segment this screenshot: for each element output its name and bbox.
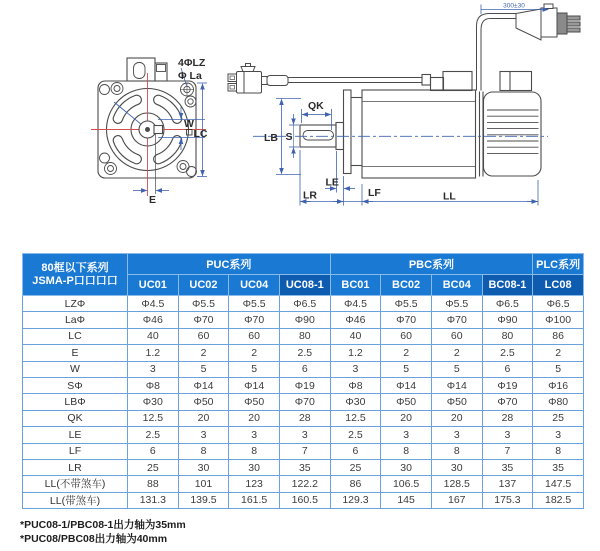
cell: Φ5.5 <box>229 296 280 312</box>
row-label: LE <box>23 427 128 443</box>
cell: 25 <box>533 410 584 426</box>
rear-housing <box>484 92 542 176</box>
group-header-row <box>23 254 584 275</box>
cell: 3 <box>533 427 584 443</box>
cell: Φ90 <box>279 312 330 328</box>
cell: Φ46 <box>128 312 179 328</box>
cell: 8 <box>431 443 482 459</box>
col-header-LC08: LC08 <box>533 275 584 296</box>
cell: 161.5 <box>229 492 280 508</box>
cell: 25 <box>128 459 179 475</box>
label-lf: LF <box>368 187 381 199</box>
cell: 3 <box>229 427 280 443</box>
motor-body <box>362 90 476 178</box>
group-header-plc: PLC系列 <box>533 254 584 275</box>
cell: Φ70 <box>381 312 432 328</box>
cell: 1.2 <box>128 345 179 361</box>
group-header-puc: PUC系列 <box>128 254 331 275</box>
label-pilot-callout: Φ La <box>178 70 202 82</box>
table-row <box>23 410 584 426</box>
cell: 28 <box>279 410 330 426</box>
cell: 35 <box>533 459 584 475</box>
table-row <box>23 312 584 328</box>
cell: 40 <box>128 328 179 344</box>
cell: 28 <box>482 410 533 426</box>
cell: 30 <box>431 459 482 475</box>
cell: 5 <box>178 361 229 377</box>
label-shaft-diameter: S <box>285 131 293 143</box>
table-row <box>23 377 584 393</box>
col-header-UC04: UC04 <box>229 275 280 296</box>
cell: 6 <box>128 443 179 459</box>
cell: 25 <box>330 459 381 475</box>
cell: 5 <box>381 361 432 377</box>
corner-header <box>23 254 128 296</box>
row-label: LZΦ <box>23 296 128 312</box>
cell: 137 <box>482 476 533 492</box>
cell: 86 <box>533 328 584 344</box>
cell: 2 <box>381 345 432 361</box>
footnote-2: *PUC08/PBC08出力轴为40mm <box>20 533 168 545</box>
cell: 20 <box>431 410 482 426</box>
cell: 8 <box>533 443 584 459</box>
cell: 2 <box>533 345 584 361</box>
cell: 145 <box>381 492 432 508</box>
cell: 8 <box>229 443 280 459</box>
label-le: LE <box>325 176 339 189</box>
cell: 60 <box>431 328 482 344</box>
cell: 182.5 <box>533 492 584 508</box>
cell: 175.3 <box>482 492 533 508</box>
cell: 3 <box>381 427 432 443</box>
cell: 122.2 <box>279 476 330 492</box>
terminal-box <box>127 58 167 81</box>
cell: 167 <box>431 492 482 508</box>
table-row <box>23 492 584 508</box>
col-header-UC01: UC01 <box>128 275 179 296</box>
front-shaft <box>139 121 163 138</box>
cell: 12.5 <box>330 410 381 426</box>
cell: Φ80 <box>533 394 584 410</box>
cell: 128.5 <box>431 476 482 492</box>
cell: 2.5 <box>128 427 179 443</box>
table-row <box>23 476 584 492</box>
cell: Φ14 <box>178 377 229 393</box>
row-label: LL(带煞车) <box>23 492 128 508</box>
cell: 30 <box>381 459 432 475</box>
row-label: LC <box>23 328 128 344</box>
table-row <box>23 296 584 312</box>
cell: Φ6.5 <box>482 296 533 312</box>
cell: Φ30 <box>128 394 179 410</box>
row-label: LF <box>23 443 128 459</box>
cell: 3 <box>128 361 179 377</box>
cell: 160.5 <box>279 492 330 508</box>
cooling-ribs <box>487 110 539 153</box>
cell: 88 <box>128 476 179 492</box>
cell: Φ50 <box>381 394 432 410</box>
square-symbol <box>187 130 193 136</box>
cell: Φ6.5 <box>533 296 584 312</box>
cell: 30 <box>229 459 280 475</box>
table-row <box>23 459 584 475</box>
cell: 2.5 <box>330 427 381 443</box>
col-header-UC08-1: UC08-1 <box>279 275 330 296</box>
cell: 129.3 <box>330 492 381 508</box>
table-row <box>23 345 584 361</box>
row-label: LL(不带煞车) <box>23 476 128 492</box>
label-flange-size: LC <box>193 128 208 140</box>
cell: 5 <box>229 361 280 377</box>
row-label: QK <box>23 410 128 426</box>
cell: 86 <box>330 476 381 492</box>
label-cable-length: 300±30 <box>503 2 525 10</box>
cell: 20 <box>178 410 229 426</box>
cell: Φ14 <box>229 377 280 393</box>
table-row <box>23 427 584 443</box>
cell: Φ100 <box>533 312 584 328</box>
cell: Φ50 <box>431 394 482 410</box>
cell: 60 <box>178 328 229 344</box>
flange-plate <box>344 90 352 174</box>
row-label: LR <box>23 459 128 475</box>
corner-header-line1: 80框以下系列 <box>41 261 109 274</box>
cell: Φ50 <box>178 394 229 410</box>
col-header-BC02: BC02 <box>381 275 432 296</box>
cell: 147.5 <box>533 476 584 492</box>
label-ll: LL <box>443 190 456 203</box>
cell: 3 <box>330 361 381 377</box>
cell: 60 <box>381 328 432 344</box>
table-row <box>23 443 584 459</box>
cell: 80 <box>482 328 533 344</box>
cell: 101 <box>178 476 229 492</box>
cell: Φ14 <box>431 377 482 393</box>
row-label: W <box>23 361 128 377</box>
label-pilot-diameter: LB <box>264 132 278 144</box>
col-header-BC08-1: BC08-1 <box>482 275 533 296</box>
cell: Φ90 <box>482 312 533 328</box>
cell: Φ50 <box>229 394 280 410</box>
cell: 2 <box>431 345 482 361</box>
cell: 80 <box>279 328 330 344</box>
cell: Φ4.5 <box>128 296 179 312</box>
cell: 106.5 <box>381 476 432 492</box>
cell: 2.5 <box>482 345 533 361</box>
cell: 7 <box>482 443 533 459</box>
cell: 60 <box>229 328 280 344</box>
row-label: E <box>23 345 128 361</box>
col-header-BC04: BC04 <box>431 275 482 296</box>
cell: 8 <box>381 443 432 459</box>
encoder-pigtail-connector <box>228 64 422 94</box>
spec-table <box>22 253 584 509</box>
row-label: LaΦ <box>23 312 128 328</box>
cell: Φ19 <box>482 377 533 393</box>
cell: 6 <box>330 443 381 459</box>
cell: Φ70 <box>178 312 229 328</box>
cell: 30 <box>178 459 229 475</box>
cell: 7 <box>279 443 330 459</box>
dimension-drawing <box>0 0 600 250</box>
table-row <box>23 361 584 377</box>
cell: 131.3 <box>128 492 179 508</box>
label-hole-callout: 4ΦLZ <box>178 57 206 69</box>
cell: Φ6.5 <box>279 296 330 312</box>
cell: Φ5.5 <box>431 296 482 312</box>
label-key-width: W <box>184 118 194 130</box>
table-row <box>23 328 584 344</box>
cell: 2 <box>229 345 280 361</box>
keyway <box>303 131 334 141</box>
cell: Φ30 <box>330 394 381 410</box>
cell: Φ5.5 <box>381 296 432 312</box>
cell: Φ5.5 <box>178 296 229 312</box>
cell: 1.2 <box>330 345 381 361</box>
cell: 20 <box>381 410 432 426</box>
cell: Φ14 <box>381 377 432 393</box>
cell: Φ8 <box>128 377 179 393</box>
cell: 3 <box>178 427 229 443</box>
cell: 3 <box>431 427 482 443</box>
cell: 5 <box>533 361 584 377</box>
cell: Φ70 <box>229 312 280 328</box>
label-key-offset: E <box>149 194 157 206</box>
cell: Φ19 <box>279 377 330 393</box>
cell: 2 <box>178 345 229 361</box>
cell: 40 <box>330 328 381 344</box>
cell: Φ8 <box>330 377 381 393</box>
label-lr: LR <box>303 189 317 202</box>
group-header-pbc: PBC系列 <box>330 254 533 275</box>
corner-header-line2: JSMA-P口口口口 <box>32 274 118 287</box>
row-label: SΦ <box>23 377 128 393</box>
encoder-connector-block <box>422 72 472 91</box>
cell: Φ70 <box>279 394 330 410</box>
col-header-UC02: UC02 <box>178 275 229 296</box>
cell: 6 <box>482 361 533 377</box>
cell: Φ4.5 <box>330 296 381 312</box>
cell: Φ70 <box>431 312 482 328</box>
cell: 139.5 <box>178 492 229 508</box>
power-connector-block <box>500 72 532 91</box>
cell: 2.5 <box>279 345 330 361</box>
table-row <box>23 394 584 410</box>
cell: 8 <box>178 443 229 459</box>
row-label: LBΦ <box>23 394 128 410</box>
cell: Φ16 <box>533 377 584 393</box>
cell: 35 <box>482 459 533 475</box>
spec-table-body <box>23 296 584 509</box>
cell: 3 <box>482 427 533 443</box>
cell: 6 <box>279 361 330 377</box>
cell: Φ70 <box>482 394 533 410</box>
power-cable <box>477 14 518 91</box>
cell: 123 <box>229 476 280 492</box>
col-header-BC01: BC01 <box>330 275 381 296</box>
cell: 3 <box>279 427 330 443</box>
footnote-1: *PUC08-1/PBC08-1出力轴为35mm <box>20 519 186 531</box>
cell: 35 <box>279 459 330 475</box>
cell: Φ46 <box>330 312 381 328</box>
cell: 5 <box>431 361 482 377</box>
cell: 20 <box>229 410 280 426</box>
cell: 12.5 <box>128 410 179 426</box>
label-key-length: QK <box>308 100 324 112</box>
